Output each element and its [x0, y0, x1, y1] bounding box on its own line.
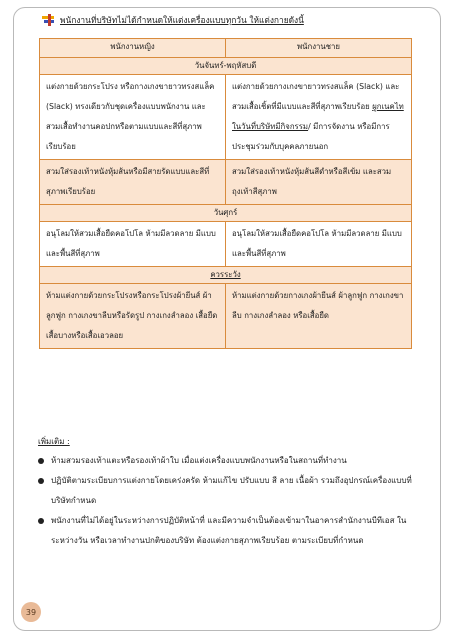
- list-item-text: ห้ามสวมรองเท้าแตะหรือรองเท้าผ้าใบ เมื่อแต่งเครื่องแบบพนักงานหรือในสถานที่ทำงาน: [51, 456, 347, 465]
- list-item: [38, 471, 423, 511]
- bullet-icon: [38, 478, 44, 484]
- bullet-icon: [38, 458, 44, 464]
- section-label-mon-thu: วันจันทร์-พฤหัสบดี: [40, 58, 412, 75]
- male-clothing-cell: [226, 75, 412, 160]
- section-row-fri: [40, 205, 412, 222]
- additional-title: เพิ่มเติม :: [38, 437, 70, 446]
- female-shoes-cell: สวมใส่รองเท้าหนังหุ้มส้นหรือมีสายรัดแบบและสีที่สุภาพเรียบร้อย: [40, 160, 226, 205]
- female-friday-cell: อนุโลมให้สวมเสื้อยืดคอโปโล ห้ามมีลวดลาย มีแบบและพื้นสีที่สุภาพ: [40, 222, 226, 267]
- male-clothing-text-end: / มีการจัดงาน หรือมีการประชุมร่วมกับบุคคลภายนอก: [232, 122, 390, 151]
- section-label-fri: วันศุกร์: [40, 205, 412, 222]
- list-item: [38, 451, 423, 471]
- heading-text: พนักงานที่บริษัทไม่ได้กำหนดให้แต่งเครื่องแบบทุกวัน ให้แต่งกายดังนี้: [60, 15, 304, 25]
- male-prohibited-cell: ห้ามแต่งกายด้วยกางเกงผ้ายีนส์ ผ้าลูกฟูก กางเกงขาลีบ กางเกงลำลอง หรือเสื้อยืด: [226, 284, 412, 349]
- section-row-warning: [40, 267, 412, 284]
- male-friday-cell: อนุโลมให้สวมเสื้อยืดคอโปโล ห้ามมีลวดลาย มีแบบและพื้นสีที่สุภาพ: [226, 222, 412, 267]
- male-clothing-text: แต่งกายด้วยกางเกงขายาวทรงสแล็ค (Slack) และสวมเสื้อเชิ้ตที่มีแบบและสีที่สุภาพเรียบร้อย: [232, 82, 400, 111]
- section-row-mon-thu: [40, 58, 412, 75]
- additional-list: [38, 451, 423, 551]
- male-necktie-note: ผูกเนคไทในวันที่บริษัทมีกิจกรรม: [232, 102, 404, 131]
- additional-notes: [38, 433, 423, 551]
- table-header-row: [40, 39, 412, 58]
- male-shoes-cell: สวมใส่รองเท้าหนังหุ้มส้นสีดำหรือสีเข้ม และสวมถุงเท้าสีสุภาพ: [226, 160, 412, 205]
- female-clothing-cell: แต่งกายด้วยกระโปรง หรือกางเกงขายาวทรงสแล็ค (Slack) ทรงเดียวกับชุดเครื่องแบบพนักงาน และสวมเสื้อทำงานคอปกหรือตามแบบและสีที่สุภาพเรียบร้อย: [40, 75, 226, 160]
- section-heading: [42, 12, 422, 28]
- column-header-female: พนักงานหญิง: [40, 39, 226, 58]
- section-label-warning: ควรระวัง: [40, 267, 412, 284]
- column-header-male: พนักงานชาย: [226, 39, 412, 58]
- table-row: [40, 284, 412, 349]
- list-item: [38, 511, 423, 551]
- flag-icon: [42, 14, 54, 26]
- bullet-icon: [38, 518, 44, 524]
- list-item-text: ปฏิบัติตามระเบียบการแต่งกายโดยเคร่งครัด ห้ามแก้ไข ปรับแบบ สี ลาย เนื้อผ้า รวมถึงอุปกรณ์เครื่องแบบที่บริษัทกำหนด: [51, 476, 412, 505]
- dress-code-table: [39, 38, 412, 349]
- table-row: [40, 222, 412, 267]
- table-row: [40, 160, 412, 205]
- page-number: 39: [21, 602, 41, 622]
- female-prohibited-cell: ห้ามแต่งกายด้วยกระโปรงหรือกระโปรงผ้ายีนส์ ผ้าลูกฟูก กางเกงขาลีบหรือรัดรูป กางเกงลำลอง เสื้อยืด เสื้อบางหรือเสื้อเอวลอย: [40, 284, 226, 349]
- list-item-text: พนักงานที่ไม่ได้อยู่ในระหว่างการปฏิบัติหน้าที่ และมีความจำเป็นต้องเข้ามาในอาคารสำนักงานบีทีเอส ในระหว่างวัน หรือเวลาทำงานปกติของบริษัท ต้องแต่งกายสุภาพเรียบร้อย ตามระเบียบที่กำหนด: [51, 516, 407, 545]
- table-row: [40, 75, 412, 160]
